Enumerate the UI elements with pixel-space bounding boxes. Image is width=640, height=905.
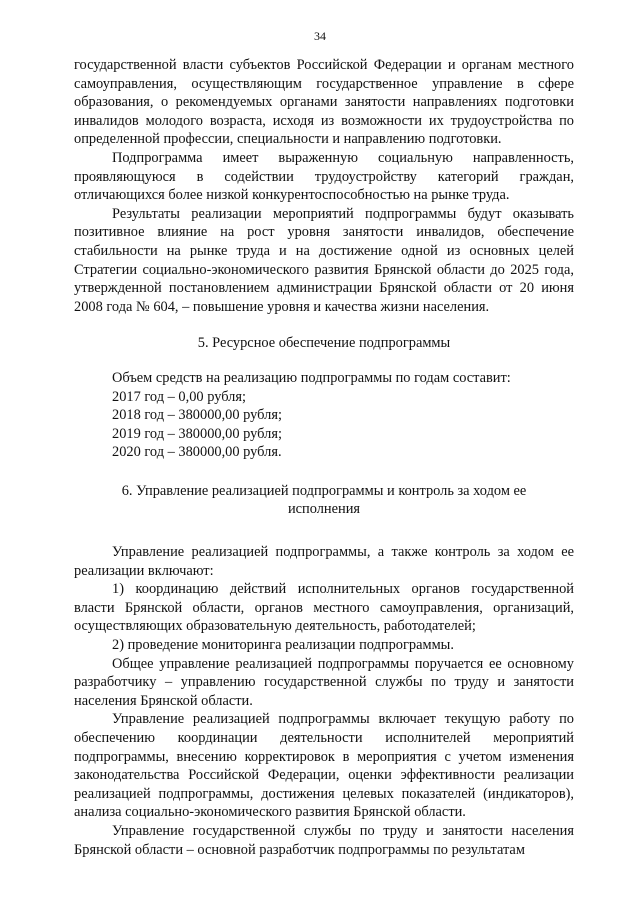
page-number: 34 (314, 29, 326, 43)
funding-list (74, 369, 574, 462)
section-5-heading: 5. Ресурсное обеспечение подпрограммы (197, 335, 451, 352)
funding-year-2019: 2019 год – 380000,00 рубля; (112, 425, 282, 442)
section-6-heading (74, 482, 574, 519)
list-item-coordination: 1) координацию действий исполнительных органов государственной власти Брянской области, органов местного самоуправления, организаций, осуществляющих образовательную деятельность, работодателей; (74, 581, 574, 635)
funding-intro: Объем средств на реализацию подпрограммы по годам составит: (112, 369, 511, 386)
funding-year-2020: 2020 год – 380000,00 рубля. (112, 444, 282, 461)
page-body (74, 56, 574, 859)
funding-year-2017: 2017 год – 0,00 рубля; (112, 388, 246, 405)
funding-year-2018: 2018 год – 380000,00 рубля; (112, 407, 282, 424)
paragraph-main-developer: Управление государственной службы по труду и занятости населения Брянской области – основной разработчик подпрограммы по результатам (74, 822, 574, 858)
paragraph-management-intro: Управление реализацией подпрограммы, а также контроль за ходом ее реализации включают: (74, 544, 574, 579)
paragraph-social-focus: Подпрограмма имеет выраженную социальную направленность, проявляющуюся в содействии трудоустройству категорий граждан, отличающихся более низкой конкурентоспособностью на рынке труда. (74, 149, 574, 204)
section-6-heading-line2: исполнения (287, 501, 361, 518)
paragraph-current-work: Управление реализацией подпрограммы включает текущую работу по обеспечению координации деятельности исполнителей мероприятий подпрограммы, внесению корректировок в мероприятия с учетом изменения законодательства Российской Федерации, оценки эффективности реализации реализацией подпрограммы, достижения целевых показателей (индикаторов), анализа социально-экономического развития Брянской области. (74, 711, 574, 821)
section-6-heading-line1: 6. Управление реализацией подпрограммы и контроль за ходом ее (121, 482, 527, 499)
paragraph-general-management: Общее управление реализацией подпрограммы поручается ее основному разработчику – управлению государственной службы по труду и занятости населения Брянской области. (74, 655, 574, 709)
list-item-monitoring: 2) проведение мониторинга реализации подпрограммы. (112, 637, 454, 654)
paragraph-continuation: государственной власти субъектов Российской Федерации и органам местного самоуправления, осуществляющим государственное управление в сфере образования, о рекомендуемых органами занятости направлениях подготовки инвалидов молодого возраста, исходя из возможности их трудоустройства по определенной профессии, специальности и направлению подготовки. (74, 57, 574, 148)
paragraph-results: Результаты реализации мероприятий подпрограммы будут оказывать позитивное влияние на рост уровня занятости инвалидов, обеспечение стабильности на рынке труда и на достижение одной из основных целей Стратегии социально-экономического развития Брянской области до 2025 года, утвержденной постановлением администрации Брянской области от 20 июня 2008 года № 604, – повышение уровня и качества жизни населения. (74, 205, 574, 315)
